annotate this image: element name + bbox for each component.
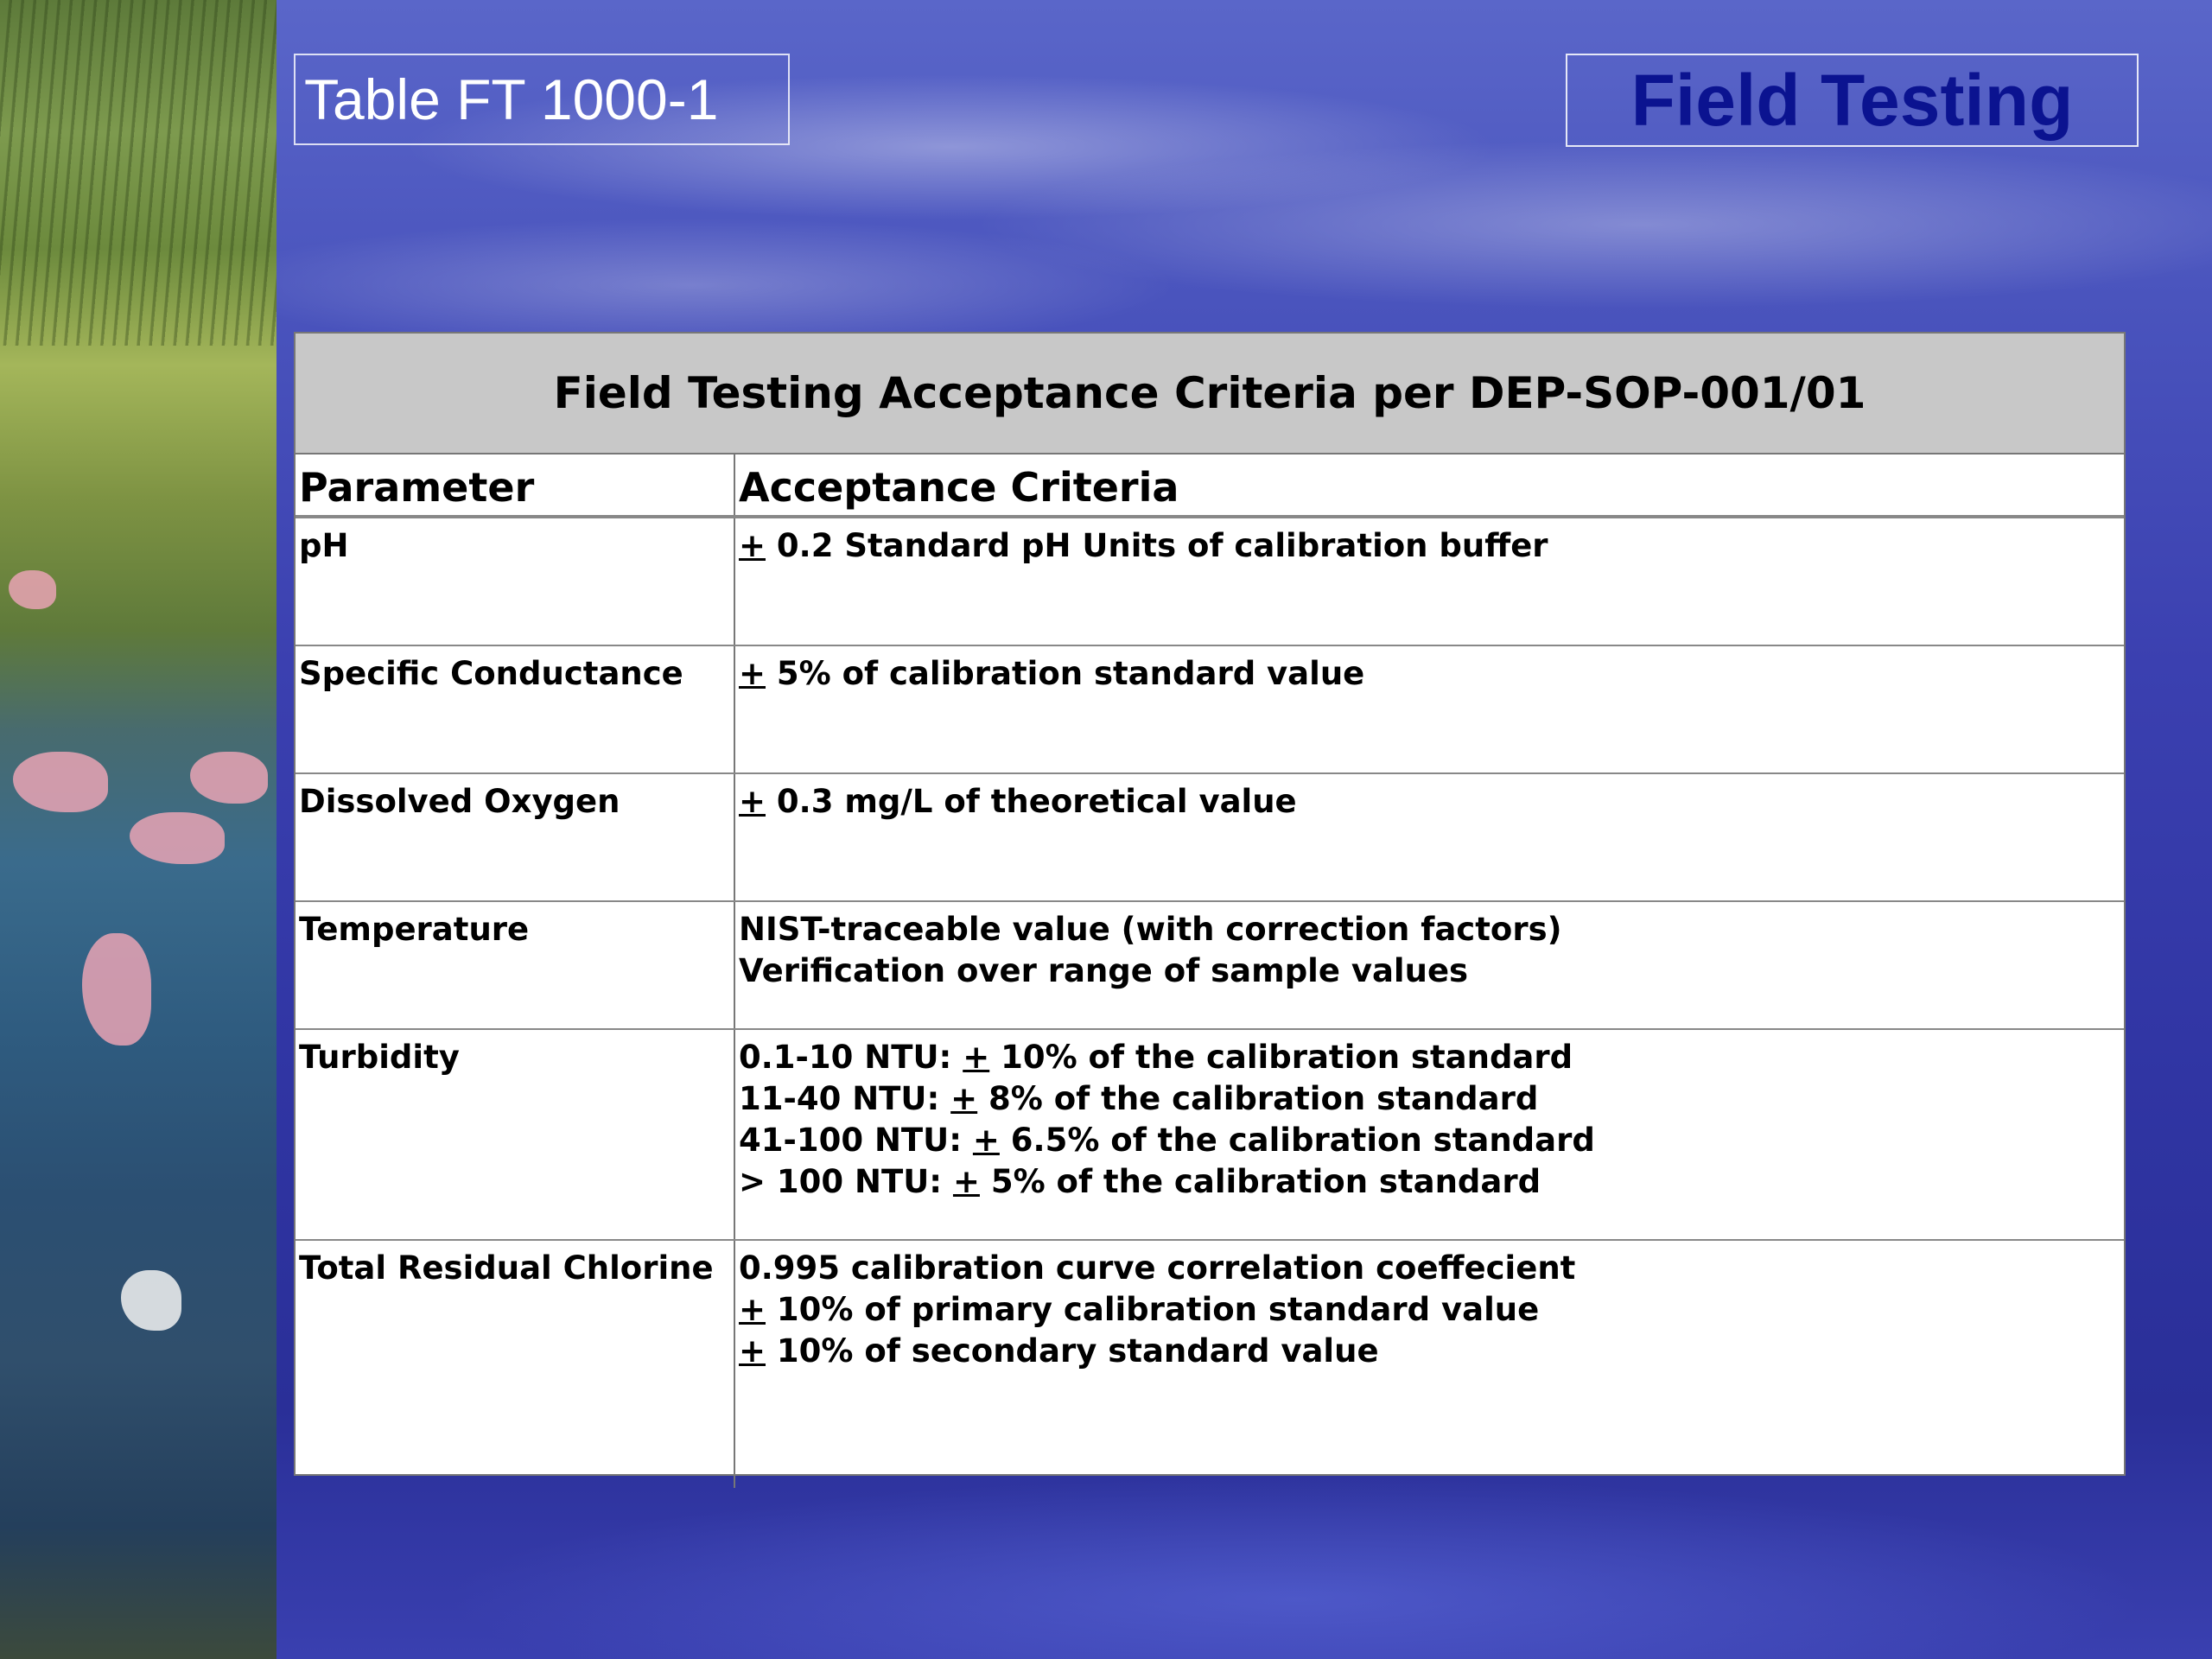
criteria-line	[739, 525, 2120, 567]
spoonbill-bird-5	[82, 933, 151, 1046]
criteria-line: Verification over range of sample values	[739, 952, 1469, 989]
table-header-row	[296, 454, 2124, 517]
criteria-text: 0.3 mg/L of theoretical value	[766, 783, 1297, 820]
plus-minus-sign: +	[739, 527, 766, 564]
criteria-text: 5% of calibration standard value	[766, 655, 1365, 692]
criteria-line	[739, 781, 2120, 823]
criteria-table	[296, 334, 2124, 1488]
criteria-range: 11-40 NTU:	[739, 1080, 951, 1117]
slide-title-box	[294, 54, 790, 145]
brand-box	[1566, 54, 2139, 147]
spoonbill-bird-1	[9, 570, 56, 609]
plus-minus-sign: +	[952, 1163, 980, 1200]
parameter-cell: Specific Conductance	[296, 645, 734, 773]
plus-minus-sign: +	[739, 783, 766, 820]
header-acceptance-criteria: Acceptance Criteria	[734, 454, 2124, 517]
plus-minus-sign: +	[963, 1039, 990, 1076]
criteria-line	[739, 1289, 2120, 1331]
brand-title: Field Testing	[1630, 60, 2074, 141]
parameter-cell: pH	[296, 517, 734, 645]
parameter-cell: Turbidity	[296, 1029, 734, 1240]
table-row	[296, 517, 2124, 645]
criteria-line: 0.995 calibration curve correlation coeffecient	[739, 1249, 1576, 1287]
criteria-line	[739, 653, 2120, 695]
table-row	[296, 1240, 2124, 1488]
criteria-range: 0.1-10 NTU:	[739, 1039, 963, 1076]
egret-bird	[121, 1270, 181, 1331]
criteria-line	[739, 1331, 2120, 1372]
criteria-text: 10% of the calibration standard	[989, 1039, 1573, 1076]
table-row	[296, 1029, 2124, 1240]
criteria-text: 10% of primary calibration standard value	[766, 1291, 1540, 1328]
criteria-text: 10% of secondary standard value	[766, 1332, 1379, 1370]
criteria-line: NIST-traceable value (with correction factors)	[739, 911, 1562, 948]
plus-minus-sign: +	[739, 1291, 766, 1328]
criteria-line	[739, 1037, 2120, 1078]
criteria-cell	[734, 645, 2124, 773]
table-row	[296, 901, 2124, 1029]
criteria-text: 6.5% of the calibration standard	[999, 1122, 1595, 1159]
header-parameter: Parameter	[296, 454, 734, 517]
parameter-cell: Total Residual Chlorine	[296, 1240, 734, 1488]
criteria-cell	[734, 773, 2124, 901]
slide-title: Table FT 1000-1	[304, 67, 719, 131]
table-row	[296, 645, 2124, 773]
criteria-range: > 100 NTU:	[739, 1163, 953, 1200]
criteria-cell	[734, 1029, 2124, 1240]
criteria-cell	[734, 901, 2124, 1029]
criteria-cell	[734, 517, 2124, 645]
table-row	[296, 773, 2124, 901]
plus-minus-sign: +	[739, 1332, 766, 1370]
table-caption: Field Testing Acceptance Criteria per DEP-SOP-001/01	[296, 334, 2124, 454]
spoonbill-bird-4	[190, 752, 268, 804]
criteria-line	[739, 1078, 2120, 1120]
criteria-text: 5% of the calibration standard	[979, 1163, 1541, 1200]
parameter-cell: Temperature	[296, 901, 734, 1029]
spoonbill-bird-2	[13, 752, 108, 812]
criteria-range: 41-100 NTU:	[739, 1122, 973, 1159]
criteria-line	[739, 1120, 2120, 1161]
criteria-table-container	[294, 332, 2126, 1476]
criteria-text: 8% of the calibration standard	[977, 1080, 1539, 1117]
criteria-line	[739, 1161, 2120, 1203]
plus-minus-sign: +	[950, 1080, 978, 1117]
criteria-text: 0.2 Standard pH Units of calibration buffer	[766, 527, 1548, 564]
criteria-cell	[734, 1240, 2124, 1488]
plus-minus-sign: +	[972, 1122, 1000, 1159]
parameter-cell: Dissolved Oxygen	[296, 773, 734, 901]
reeds-texture	[0, 0, 276, 346]
plus-minus-sign: +	[739, 655, 766, 692]
wetland-photo-strip	[0, 0, 276, 1659]
spoonbill-bird-3	[130, 812, 225, 864]
